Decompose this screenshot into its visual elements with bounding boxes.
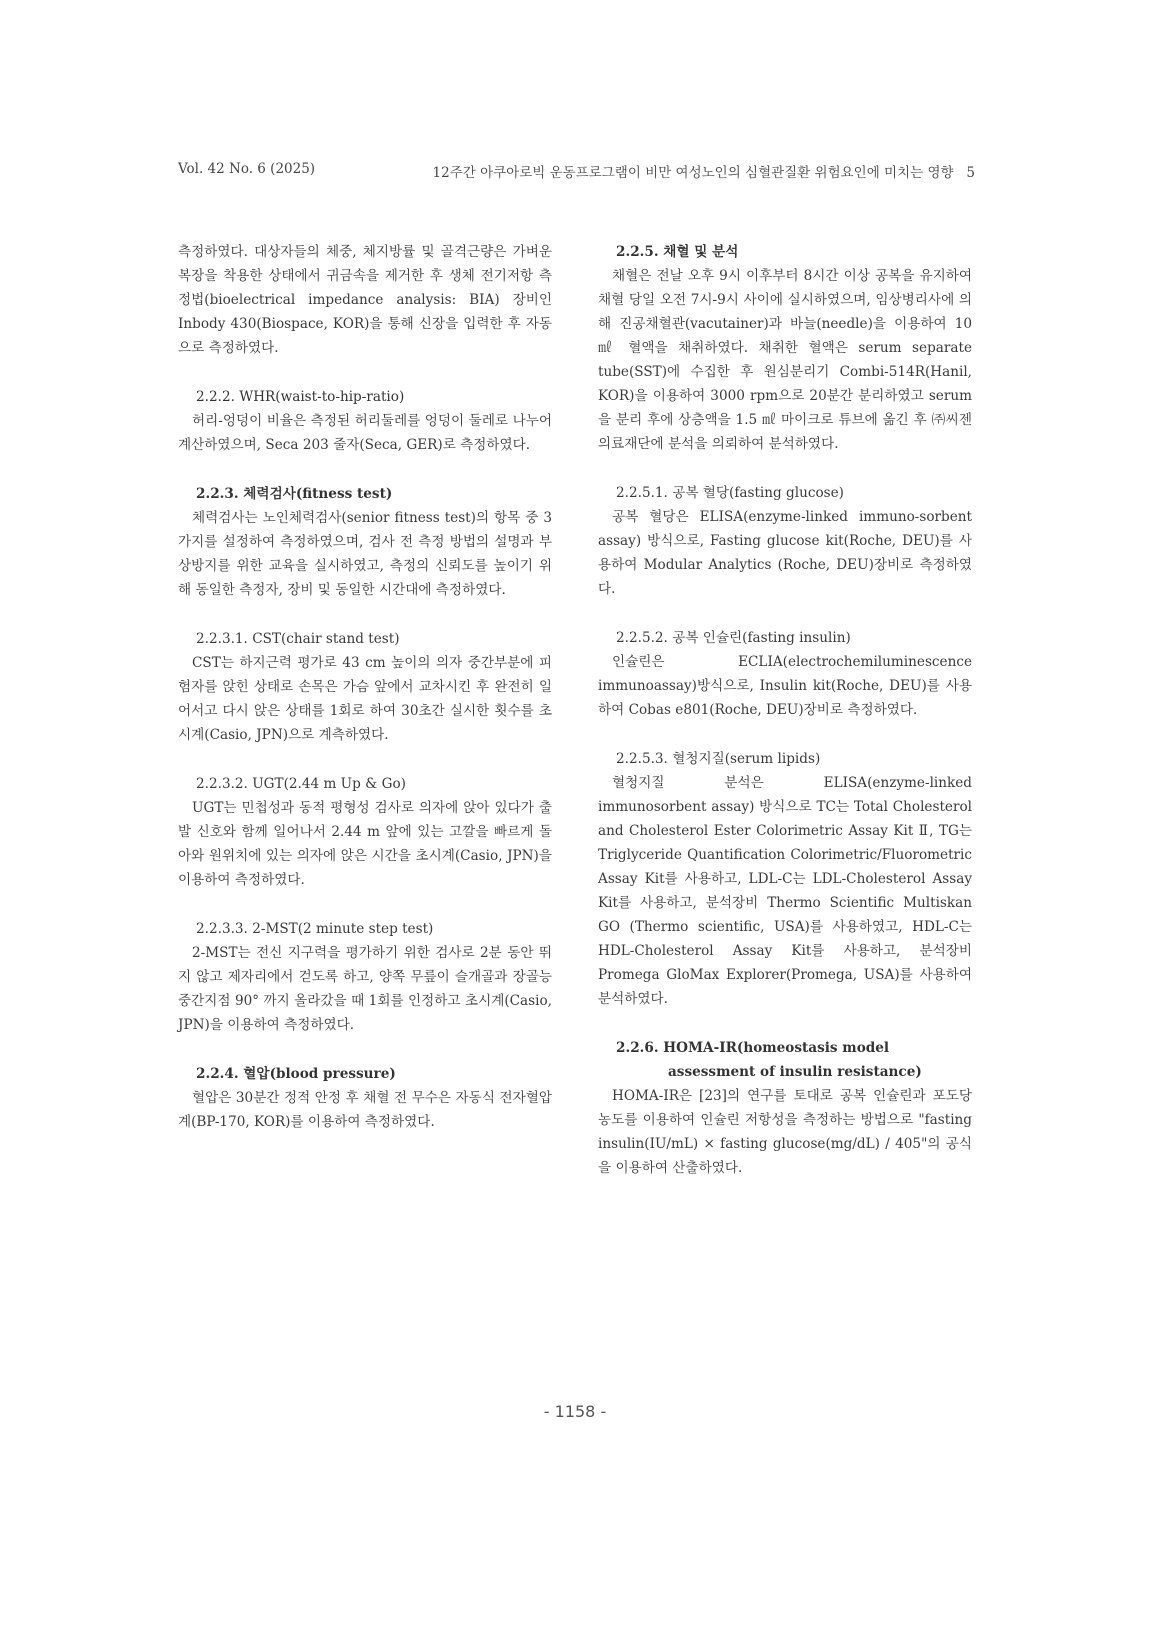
- section-heading-2-2-5-1: 2.2.5.1. 공복 혈당(fasting glucose): [616, 485, 844, 501]
- journal-volume: Vol. 42 No. 6 (2025): [178, 161, 316, 177]
- section-heading-2-2-5: 2.2.5. 채혈 및 분석: [616, 244, 739, 260]
- section-heading-2-2-3-2: 2.2.3.2. UGT(2.44 m Up & Go): [196, 776, 406, 792]
- intro-paragraph: 측정하였다. 대상자들의 체중, 체지방률 및 골격근량은 가벼운 복장을 착용한 상태에서 귀금속을 제거한 후 생체 전기저항 측정법(bioelectrical impedance analysis: BIA) 장비인 Inbody 430(Biospace, KOR)을 통해 신장을 입력한 후 자동으로 측정하였다.: [178, 244, 552, 356]
- section-heading-2-2-6-line1: 2.2.6. HOMA-IR(homeostasis model: [616, 1040, 890, 1056]
- section-body-2-2-5-3: 혈청지질 분석은 ELISA(enzyme-linked immunosorbent assay) 방식으로 TC는 Total Cholesterol and Cholesterol Ester Colorimetric Assay Kit Ⅱ, TG는 Triglyceride Quantification Colorimetric/Fluorometric Assay Kit를 사용하고, LDL-C는 LDL-Cholesterol Assay Kit를 사용하고, 분석장비 Thermo Scientific Multiskan GO (Thermo scientific, USA)를 사용하였고, HDL-C는 HDL-Cholesterol Assay Kit를 사용하고, 분석장비 Promega GloMax Explorer(Promega, USA)를 사용하여 분석하였다.: [598, 775, 972, 1007]
- issue-page-number: 5: [966, 165, 975, 181]
- section-heading-2-2-4: 2.2.4. 혈압(blood pressure): [196, 1066, 396, 1082]
- section-body-2-2-5-1: 공복 혈당은 ELISA(enzyme-linked immuno-sorbent assay) 방식으로, Fasting glucose kit(Roche, DEU)를 사용하여 Modular Analytics (Roche, DEU)장비로 측정하였다.: [598, 509, 972, 597]
- section-body-2-2-2: 허리-엉덩이 비율은 측정된 허리둘레를 엉덩이 둘레로 나누어 계산하였으며, Seca 203 줄자(Seca, GER)로 측정하였다.: [178, 413, 552, 453]
- section-heading-2-2-6-line2: assessment of insulin resistance): [668, 1064, 922, 1080]
- section-heading-2-2-3-3: 2.2.3.3. 2-MST(2 minute step test): [196, 921, 434, 937]
- section-body-2-2-3-1: CST는 하지근력 평가로 43 cm 높이의 의자 중간부분에 피험자를 앉힌 상태로 손목은 가슴 앞에서 교차시킨 후 완전히 일어서고 다시 앉은 상태를 1회로 하여 30초간 실시한 횟수를 초시계(Casio, JPN)으로 계측하였다.: [178, 655, 552, 743]
- section-body-2-2-6: HOMA-IR은 [23]의 연구를 토대로 공복 인슐린과 포도당 농도를 이용하여 인슐린 저항성을 측정하는 방법으로 "fasting insulin(IU/mL) × fasting glucose(mg/dL) / 405"의 공식을 이용하여 산출하였다.: [598, 1088, 972, 1176]
- section-heading-2-2-5-3: 2.2.5.3. 혈청지질(serum lipids): [616, 751, 821, 767]
- page-number: - 1158 -: [543, 1402, 607, 1421]
- section-body-2-2-5: 채혈은 전날 오후 9시 이후부터 8시간 이상 공복을 유지하여 채혈 당일 오전 7시-9시 사이에 실시하였으며, 임상병리사에 의해 진공채혈관(vacutainer)과 바늘(needle)을 이용하여 10 ㎖ 혈액을 채취하였다. 채취한 혈액은 serum separate tube(SST)에 수집한 후 원심분리기 Combi-514R(Hanil, KOR)을 이용하여 3000 rpm으로 20분간 분리하였고 serum을 분리 후에 상층액을 1.5 ㎖ 마이크로 튜브에 옮긴 후 ㈜씨젠의료재단에 분석을 의뢰하여 분석하였다.: [598, 268, 972, 452]
- section-heading-2-2-6: [616, 1036, 972, 1084]
- right-column: [598, 240, 972, 1180]
- running-header: [178, 161, 975, 181]
- running-title: [433, 161, 975, 181]
- section-body-2-2-4: 혈압은 30분간 정적 안정 후 채혈 전 무수은 자동식 전자혈압계(BP-170, KOR)를 이용하여 측정하였다.: [178, 1090, 552, 1130]
- section-body-2-2-3-2: UGT는 민첩성과 동적 평형성 검사로 의자에 앉아 있다가 출발 신호와 함께 일어나서 2.44 m 앞에 있는 고깔을 빠르게 돌아와 원위치에 있는 의자에 앉은 시간을 초시계(Casio, JPN)을 이용하여 측정하였다.: [178, 800, 552, 888]
- section-body-2-2-3: 체력검사는 노인체력검사(senior fitness test)의 항목 중 3가지를 설정하여 측정하였으며, 검사 전 측정 방법의 설명과 부상방지를 위한 교육을 실시하였고, 측정의 신뢰도를 높이기 위해 동일한 측정자, 장비 및 동일한 시간대에 측정하였다.: [178, 510, 552, 598]
- section-heading-2-2-3-1: 2.2.3.1. CST(chair stand test): [196, 631, 400, 647]
- section-heading-2-2-2: 2.2.2. WHR(waist-to-hip-ratio): [196, 389, 405, 405]
- left-column: [178, 240, 552, 1134]
- running-title-text: 12주간 아쿠아로빅 운동프로그램이 비만 여성노인의 심혈관질환 위험요인에 미치는 영향: [432, 165, 954, 181]
- section-body-2-2-5-2: 인슐린은 ECLIA(electrochemiluminescence immunoassay)방식으로, Insulin kit(Roche, DEU)를 사용하여 Cobas e801(Roche, DEU)장비로 측정하였다.: [598, 654, 972, 718]
- section-body-2-2-3-3: 2-MST는 전신 지구력을 평가하기 위한 검사로 2분 동안 뛰지 않고 제자리에서 걷도록 하고, 양쪽 무릎이 슬개골과 장골능 중간지점 90° 까지 올라갔을 때 1회를 인정하고 초시계(Casio, JPN)을 이용하여 측정하였다.: [178, 945, 552, 1033]
- section-heading-2-2-3: 2.2.3. 체력검사(fitness test): [196, 486, 393, 502]
- section-heading-2-2-5-2: 2.2.5.2. 공복 인슐린(fasting insulin): [616, 630, 851, 646]
